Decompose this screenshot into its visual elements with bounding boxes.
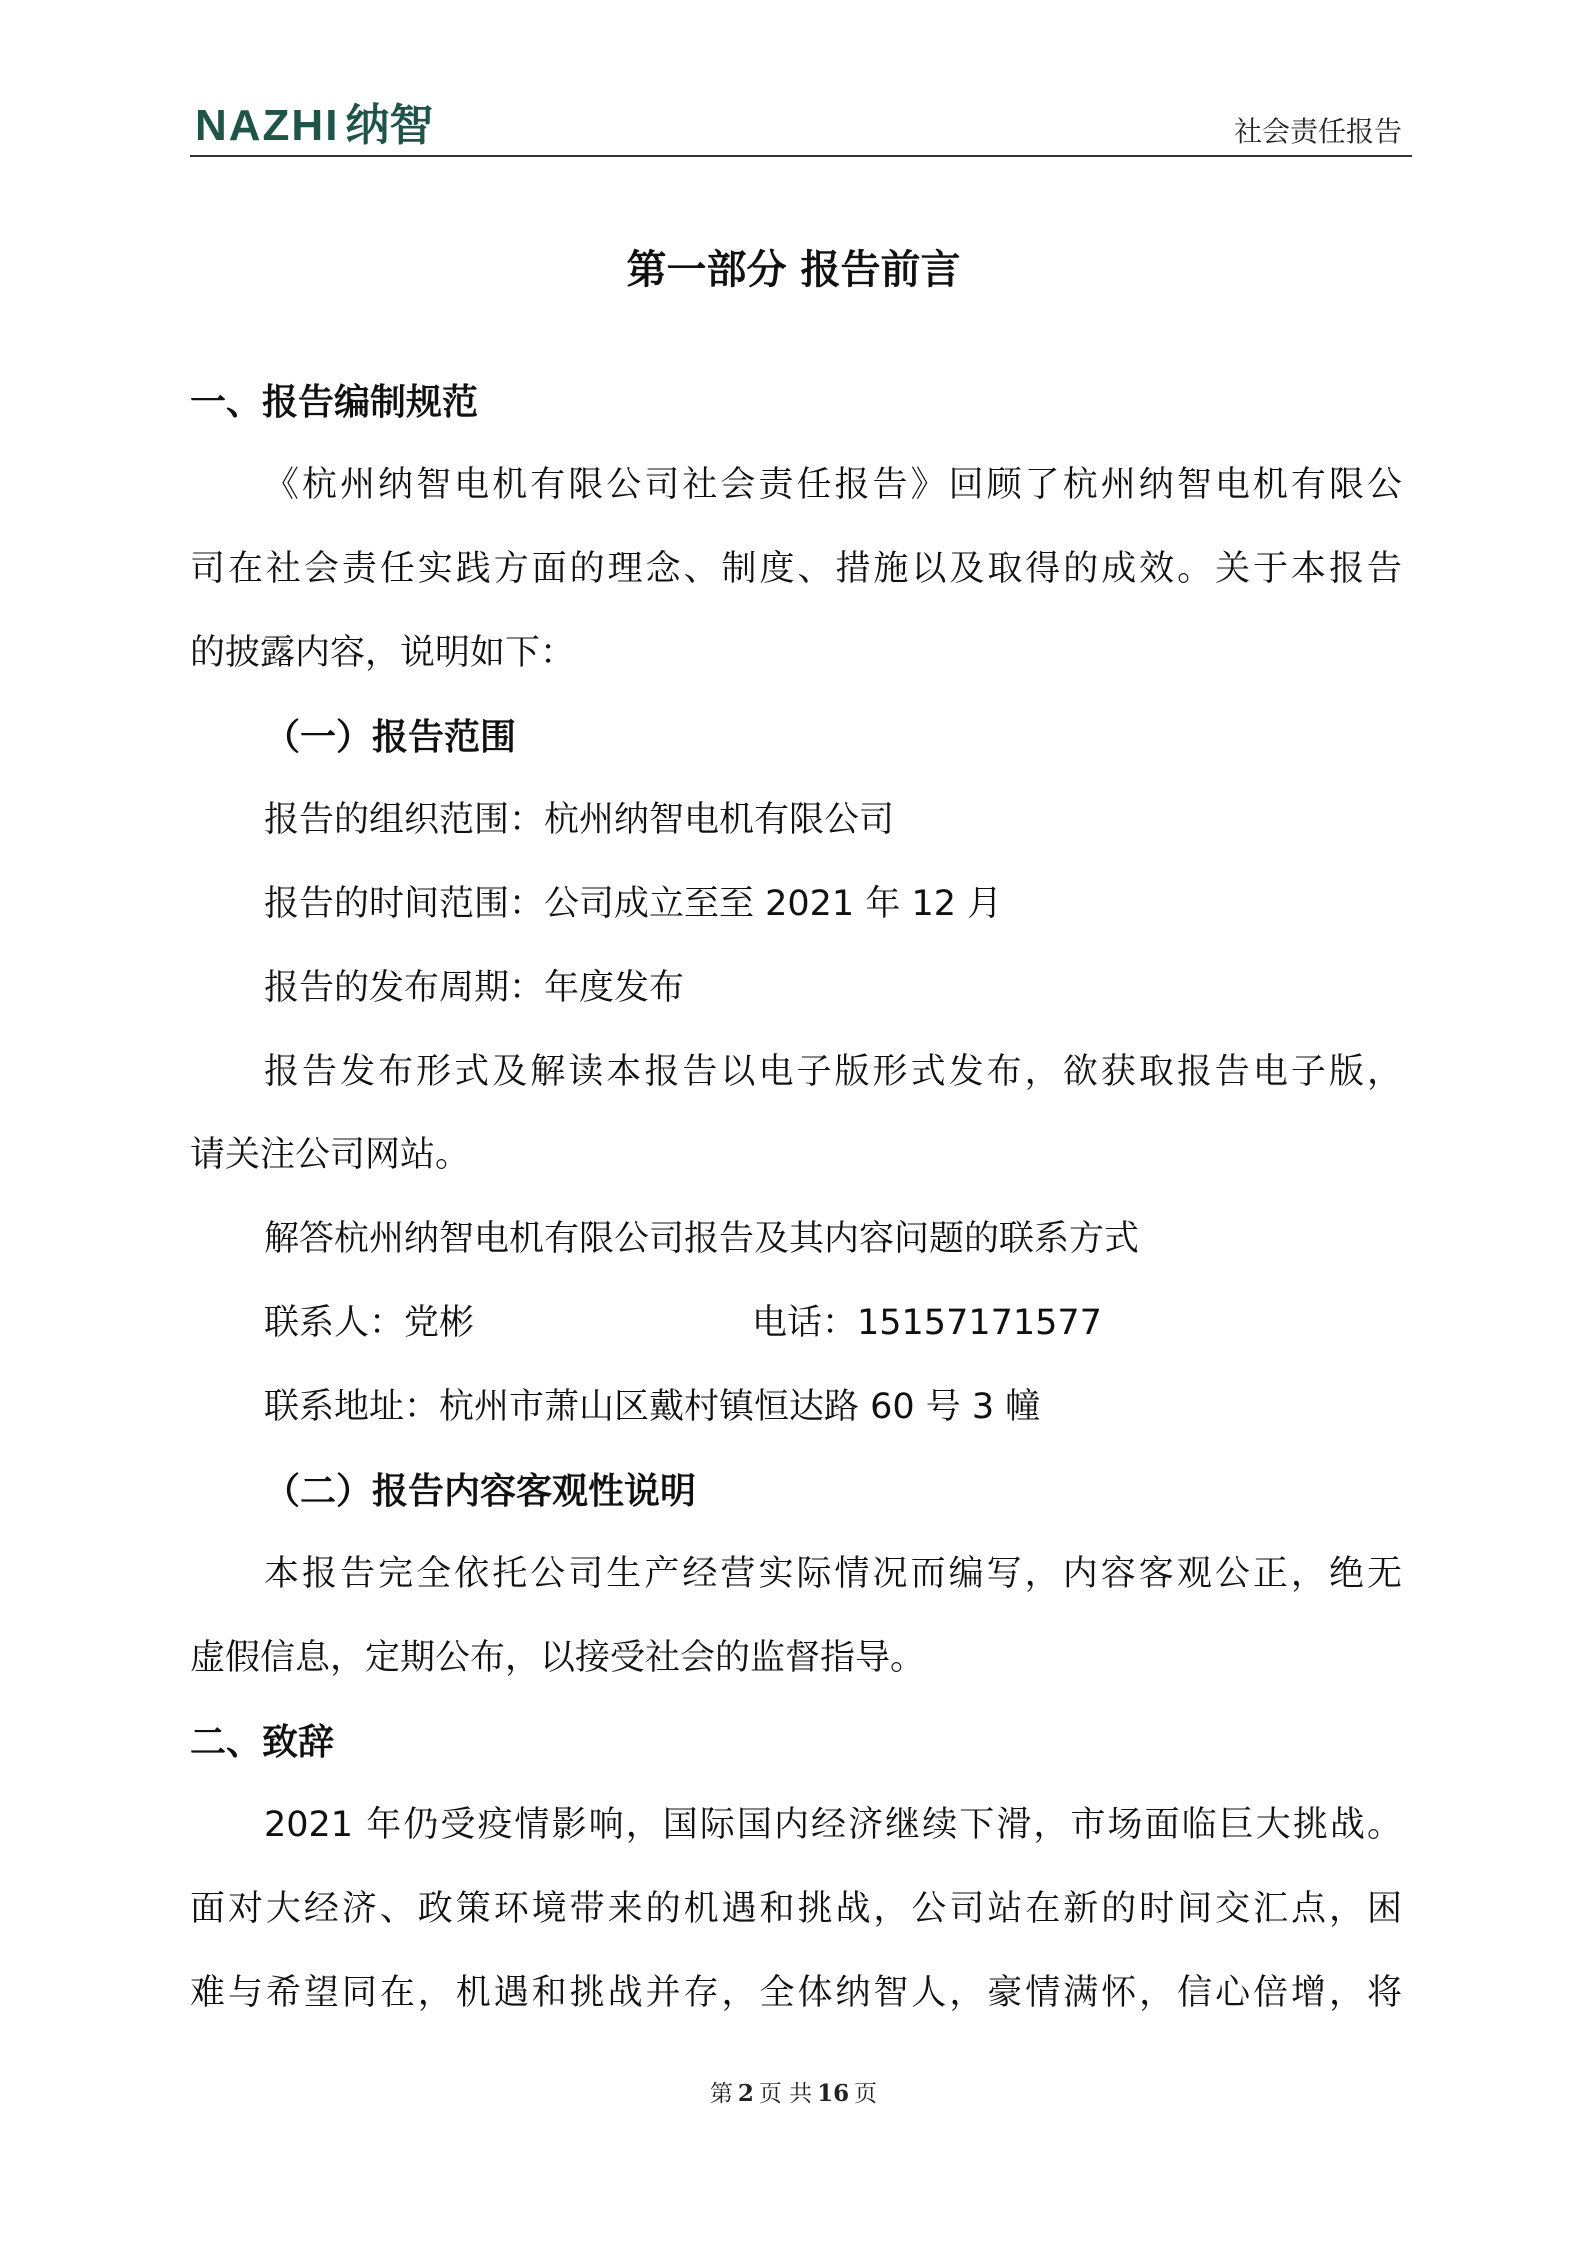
footer-suffix: 页 [854,2081,878,2107]
logo-cjk-text: 纳智 [345,100,434,151]
contact-intro: 解答杭州纳智电机有限公司报告及其内容问题的联系方式 [264,1219,1140,1259]
publish-line-1: 报告发布形式及解读本报告以电子版形式发布，欲获取报告电子版， [264,1052,1402,1092]
footer-total-pages: 16 [817,2080,850,2107]
footer-page-number: 2 [737,2080,754,2107]
objectivity-line-1: 本报告完全依托公司生产经营实际情况而编写，内容客观公正，绝无 [264,1554,1402,1594]
company-logo [195,100,434,151]
section2-heading: 二、致辞 [190,1722,335,1763]
scope-cycle: 报告的发布周期：年度发布 [264,968,685,1008]
contact-address: 联系地址：杭州市萧山区戴村镇恒达路 60 号 3 幢 [264,1387,1041,1427]
part-title: 第一部分 报告前言 [626,247,961,293]
footer-mid: 页 共 [758,2081,813,2107]
subsection-objectivity-heading: （二）报告内容客观性说明 [264,1471,697,1512]
header-divider [190,155,1412,157]
objectivity-line-2: 虚假信息，定期公布，以接受社会的监督指导。 [190,1638,926,1678]
scope-org: 报告的组织范围：杭州纳智电机有限公司 [264,800,895,840]
page-footer [0,2082,1587,2106]
section1-heading: 一、报告编制规范 [190,382,479,423]
subsection-scope-heading: （一）报告范围 [264,717,517,758]
publish-line-2: 请关注公司网站。 [190,1135,471,1175]
intro-line-1: 《杭州纳智电机有限公司社会责任报告》回顾了杭州纳智电机有限公 [264,465,1402,505]
report-name: 社会责任报告 [1233,115,1402,148]
address-line-1: 2021 年仍受疫情影响，国际国内经济继续下滑，市场面临巨大挑战。 [264,1805,1402,1845]
address-line-2: 面对大经济、政策环境带来的机遇和挑战，公司站在新的时间交汇点，困 [190,1889,1402,1929]
footer-prefix: 第 [709,2081,733,2107]
page-header [190,100,1412,158]
intro-line-2: 司在社会责任实践方面的理念、制度、措施以及取得的成效。关于本报告 [190,549,1402,589]
address-line-3: 难与希望同在，机遇和挑战并存，全体纳智人，豪情满怀，信心倍增，将 [190,1973,1402,2013]
intro-line-3: 的披露内容，说明如下： [190,633,576,673]
contact-person: 联系人：党彬 [264,1303,475,1343]
contact-phone: 电话：15157171577 [752,1303,1102,1343]
logo-latin-text: NAZHI [195,101,340,150]
scope-time: 报告的时间范围：公司成立至至 2021 年 12 月 [264,884,1003,924]
